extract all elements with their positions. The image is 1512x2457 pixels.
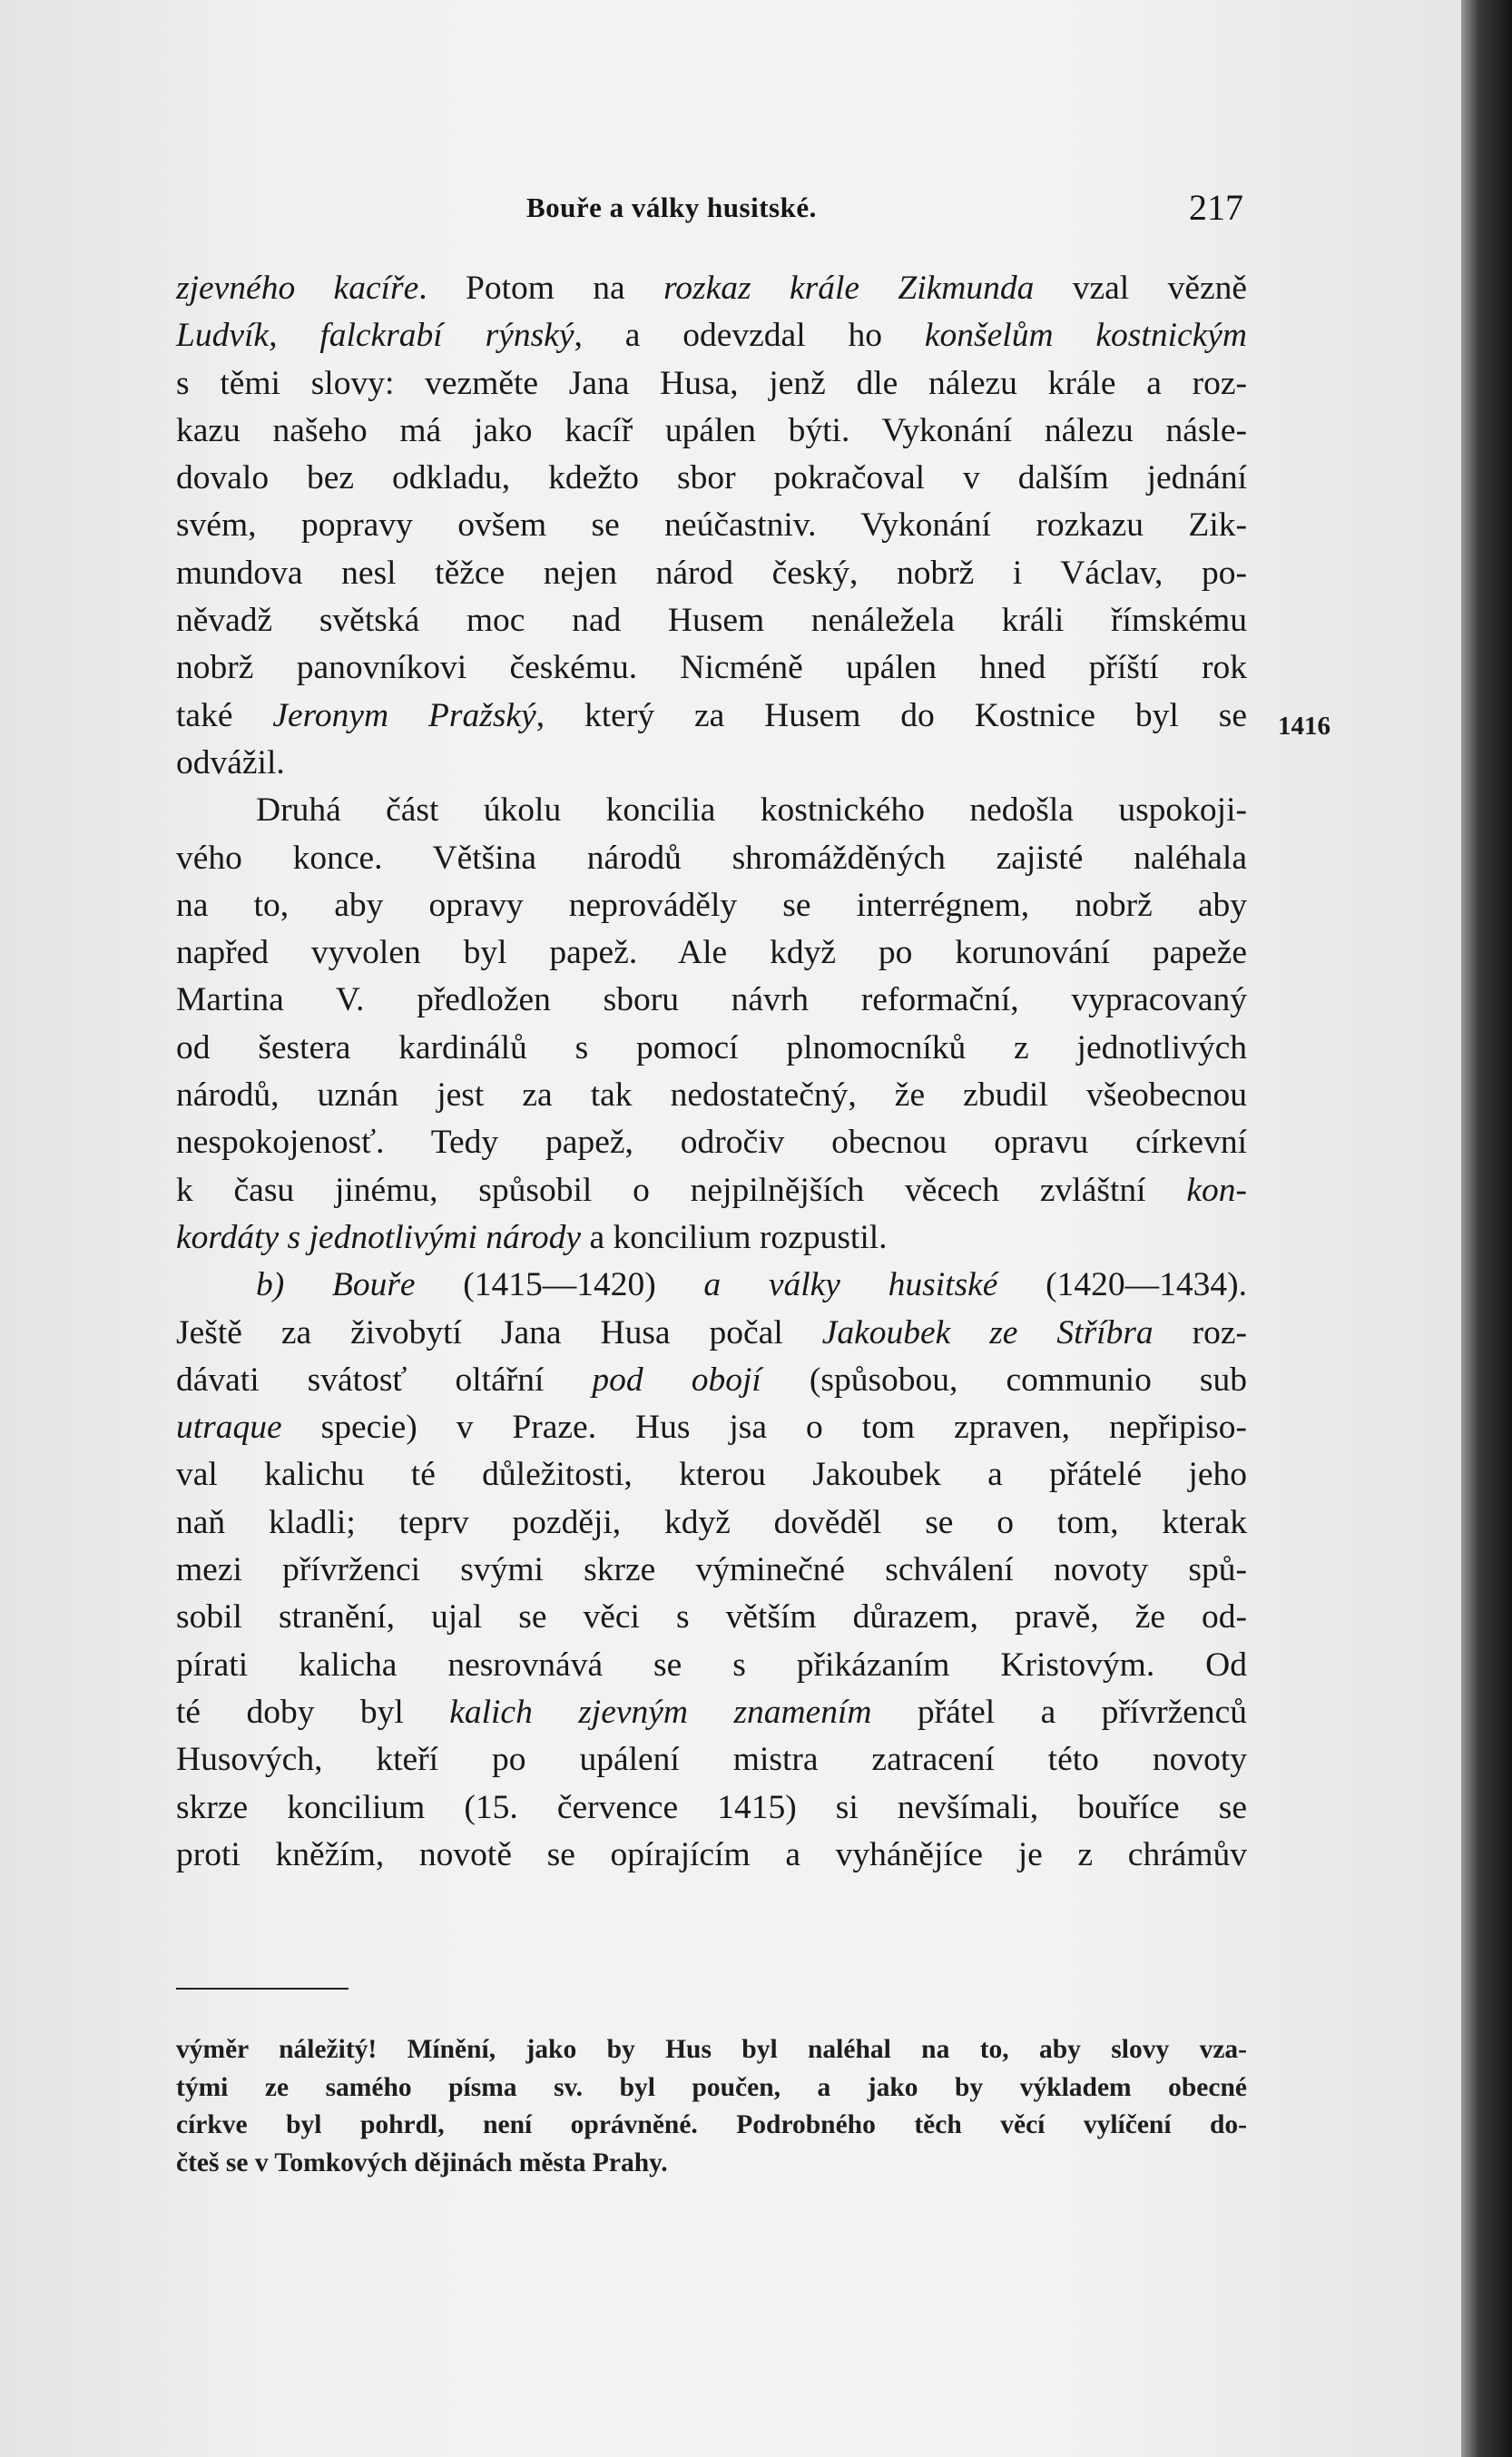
text-line: Martina V. předložen sboru návrh reformační, vypracovaný: [176, 981, 1247, 1019]
text-line: od šestera kardinálů s pomocí plnomocníků z jednotlivých: [176, 1028, 1247, 1066]
text-line: s těmi slovy: vezměte Jana Husa, jenž dle nálezu krále a roz-: [176, 364, 1247, 402]
footnote-line: tými ze samého písma sv. byl poučen, a jako by výkladem obecné: [176, 2072, 1247, 2102]
text-line: k času jinému, spůsobil o nejpilnějších věcech zvláštní kon-: [176, 1171, 1247, 1209]
text-line: také Jeronym Pražský, který za Husem do Kostnice byl se: [176, 696, 1247, 734]
text-line: naň kladli; teprv později, když dověděl se o tom, kterak: [176, 1503, 1247, 1541]
text-line: národů, uznán jest za tak nedostatečný, že zbudil všeobecnou: [176, 1076, 1247, 1115]
text-line: pírati kalicha nesrovnává se s přikázaním Kristovým. Od: [176, 1646, 1247, 1684]
text-line: na to, aby opravy neprováděly se interrégnem, nobrž aby: [176, 886, 1247, 924]
text-line: val kalichu té důležitosti, kterou Jakoubek a přátelé jeho: [176, 1456, 1247, 1494]
text-line: kordáty s jednotlivými národy a koncilium rozpustil.: [176, 1218, 888, 1256]
footnote-separator: [176, 1988, 349, 1990]
page-header: [172, 186, 1243, 241]
section-heading-line: b) Bouře (1415—1420) a války husitské (1420—1434).: [256, 1266, 1247, 1304]
text-line: Ludvík, falckrabí rýnský, a odevzdal ho konšelům kostnickým: [176, 317, 1247, 355]
book-spine-shadow: [1461, 0, 1512, 2457]
text-line: nespokojenosť. Tedy papež, odročiv obecnou opravu církevní: [176, 1124, 1247, 1162]
text-line: Ještě za živobytí Jana Husa počal Jakoubek ze Stříbra roz-: [176, 1313, 1248, 1351]
text-line: dovalo bez odkladu, kdežto sbor pokračoval v dalším jednání: [176, 459, 1247, 497]
text-line: dávati svátosť oltářní pod obojí (spůsobou, communio sub: [176, 1361, 1247, 1399]
text-line: proti kněžím, novotě se opírajícím a vyhánějíce je z chrámův: [176, 1835, 1247, 1873]
text-line: kazu našeho má jako kacíř upálen býti. Vykonání nálezu násle-: [176, 411, 1247, 449]
text-line: sobil stranění, ujal se věci s větším důrazem, pravě, že od-: [176, 1598, 1247, 1636]
running-title: Bouře a války husitské.: [526, 192, 817, 223]
text-line: skrze koncilium (15. července 1415) si nevšímali, bouříce se: [176, 1788, 1247, 1826]
footnote-line: čteš se v Tomkových dějinách města Prahy.: [176, 2147, 668, 2177]
text-line: svém, popravy ovšem se neúčastniv. Vykonání rozkazu Zik-: [176, 506, 1247, 545]
text-line: zjevného kacíře. Potom na rozkaz krále Zikmunda vzal vězně: [176, 270, 1248, 307]
text-line: Husových, kteří po upálení mistra zatracení této novoty: [176, 1741, 1247, 1779]
page-number: 217: [1189, 187, 1243, 228]
footnote-line: církve byl pohrdl, není oprávněné. Podrobného těch věcí vylíčení do-: [176, 2110, 1247, 2139]
text-line: napřed vyvolen byl papež. Ale když po korunování papeže: [176, 934, 1247, 972]
footnote-line: výměr náležitý! Mínění, jako by Hus byl naléhal na to, aby slovy vza-: [176, 2035, 1247, 2064]
text-line: nobrž panovníkovi českému. Nicméně upálen hned příští rok: [176, 649, 1247, 687]
text-line: odvážil.: [176, 743, 285, 781]
text-line: utraque specie) v Praze. Hus jsa o tom zpraven, nepřipiso-: [176, 1409, 1247, 1447]
text-line: té doby byl kalich zjevným znamením přátel a přívrženců: [176, 1693, 1247, 1731]
body-text: [176, 265, 1247, 1879]
text-line: Druhá část úkolu koncilia kostnického nedošla uspokoji-: [256, 791, 1247, 830]
text-line: něvadž světská moc nad Husem nenáležela králi římskému: [176, 602, 1247, 640]
text-line: mezi přívrženci svými skrze výminečné schválení novoty spů-: [176, 1551, 1247, 1589]
footnote: [176, 2031, 1247, 2182]
text-line: vého konce. Většina národů shromážděných zajisté naléhala: [176, 839, 1247, 877]
margin-note-year: 1416: [1278, 712, 1330, 741]
text-line: mundova nesl těžce nejen národ český, nobrž i Václav, po-: [176, 554, 1247, 592]
